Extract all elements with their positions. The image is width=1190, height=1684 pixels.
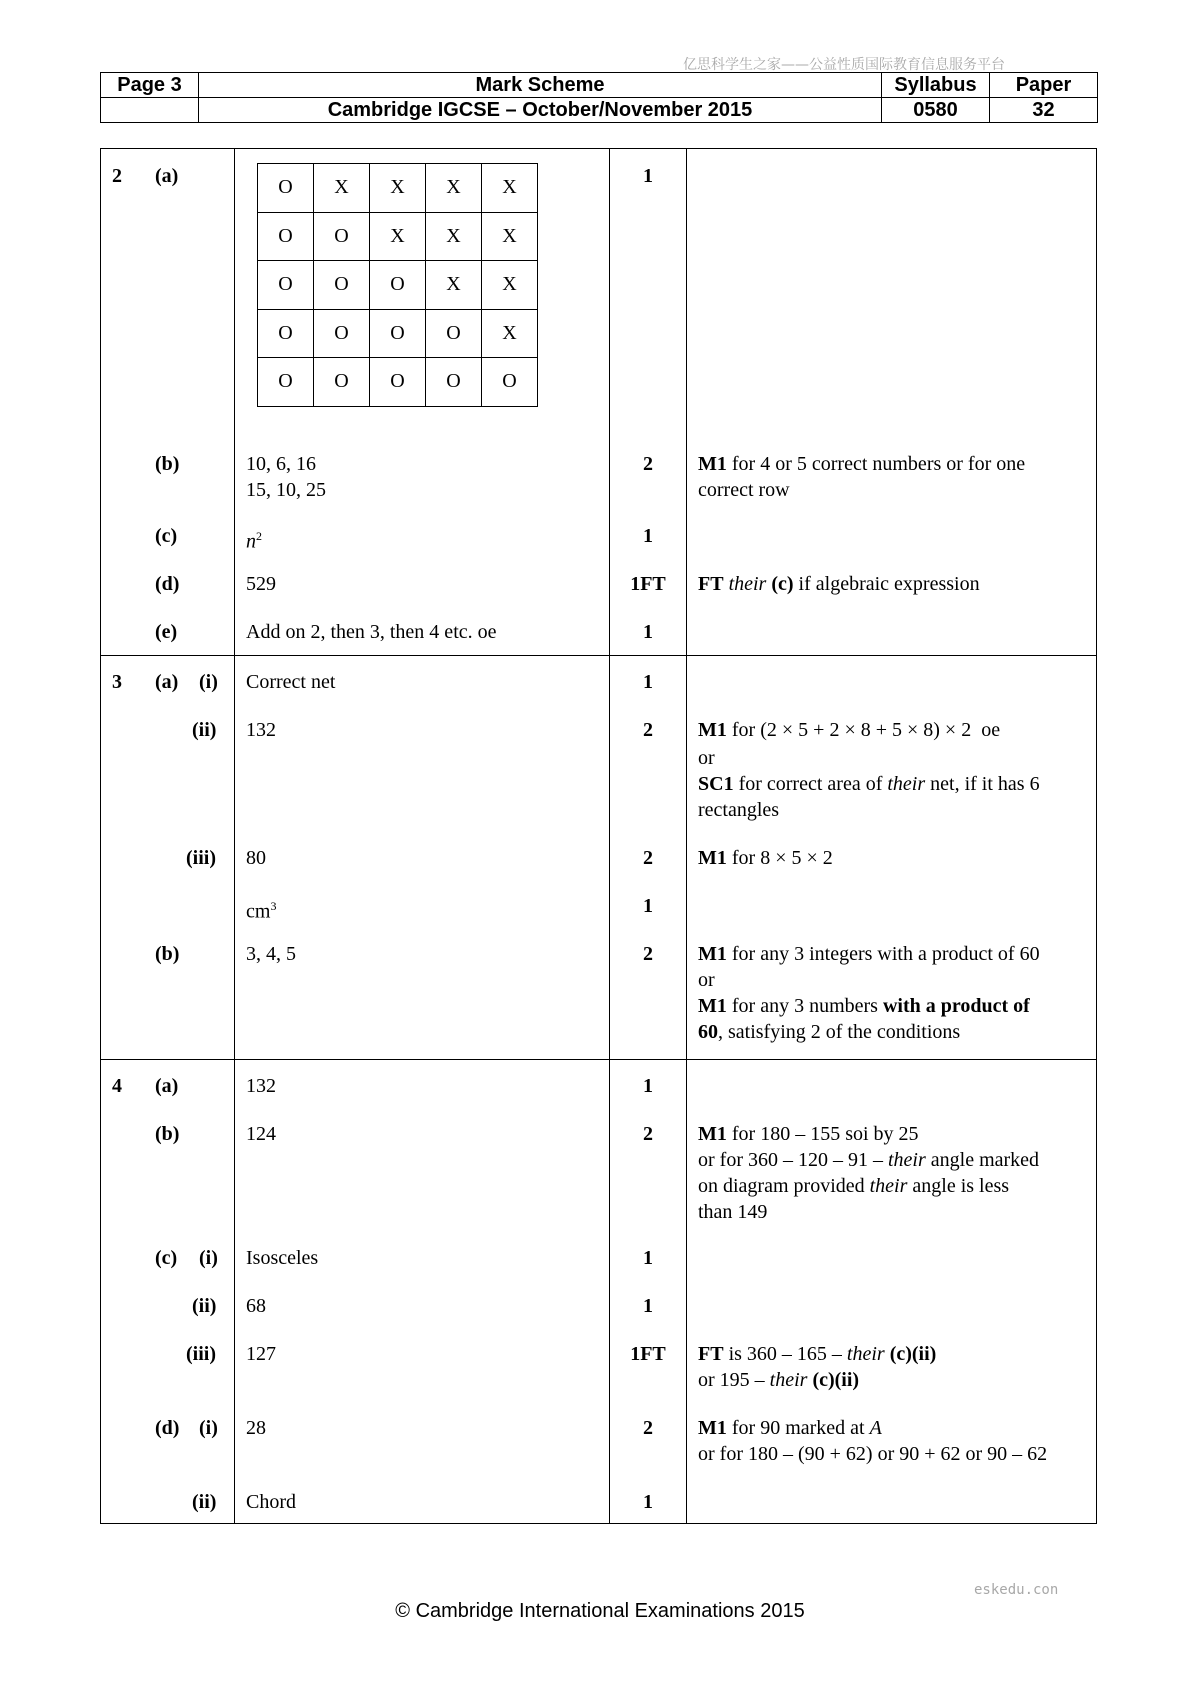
guidance: or for 360 – 120 – 91 – their angle marked: [698, 1149, 1040, 1171]
answer: 28: [246, 1417, 266, 1439]
part-label: (d): [155, 1417, 180, 1439]
grid-cell: X: [370, 212, 426, 261]
grid-cell: O: [258, 261, 314, 310]
part-label: (b): [155, 453, 180, 475]
answer-variable: n: [246, 530, 256, 553]
answer: 132: [246, 1075, 276, 1097]
guidance-code: M1: [698, 453, 727, 475]
guidance: FT is 360 – 165 – their (c)(ii): [698, 1343, 937, 1365]
syllabus-label: Syllabus: [882, 73, 990, 98]
guidance: or: [698, 747, 715, 769]
grid-cell: O: [314, 212, 370, 261]
copyright-footer: © Cambridge International Examinations 2015: [395, 1600, 805, 1622]
document-subtitle: Cambridge IGCSE – October/November 2015: [199, 98, 882, 123]
grid-cell: O: [258, 164, 314, 213]
mark: 1FT: [630, 573, 666, 595]
grid-row: [258, 358, 538, 407]
mark: 1: [643, 525, 653, 547]
pattern-grid: [257, 163, 538, 407]
grid-cell: O: [426, 358, 482, 407]
grid-cell: X: [314, 164, 370, 213]
guidance: M1 for any 3 integers with a product of 60: [698, 943, 1040, 965]
watermark-bottom: eskedu.con: [974, 1582, 1059, 1598]
subpart-label: (ii): [192, 719, 217, 741]
grid-cell: O: [258, 212, 314, 261]
syllabus-value: 0580: [882, 98, 990, 123]
guidance: or: [698, 969, 715, 991]
part-label: (b): [155, 943, 180, 965]
guidance: on diagram provided their angle is less: [698, 1175, 1010, 1197]
grid-cell: X: [426, 164, 482, 213]
grid-cell: O: [370, 309, 426, 358]
answer-exponent: 2: [256, 529, 262, 543]
document-title: Mark Scheme: [199, 73, 882, 98]
grid-row: [258, 261, 538, 310]
guidance: rectangles: [698, 799, 780, 821]
grid-cell: X: [426, 261, 482, 310]
grid-cell: X: [426, 212, 482, 261]
mark: 1: [643, 1247, 653, 1269]
subpart-label: (i): [199, 671, 218, 693]
mark: 1: [643, 1491, 653, 1513]
answer: 3, 4, 5: [246, 943, 296, 965]
mark: 1FT: [630, 1343, 666, 1365]
part-label: (a): [155, 1075, 179, 1097]
grid-cell: O: [370, 261, 426, 310]
part-label: (d): [155, 573, 180, 595]
guidance: M1 for (2 × 5 + 2 × 8 + 5 × 8) × 2 oe: [698, 719, 1001, 741]
grid-cell: O: [314, 261, 370, 310]
mark: 1: [643, 895, 653, 917]
mark: 2: [643, 1123, 653, 1145]
answer-unit: $cm^3$: [246, 899, 277, 923]
answer: 15, 10, 25: [246, 479, 326, 501]
answer: 68: [246, 1295, 266, 1317]
grid-cell: O: [314, 358, 370, 407]
subpart-label: (ii): [192, 1491, 217, 1513]
subpart-label: (i): [199, 1247, 218, 1269]
grid-row: [258, 212, 538, 261]
paper-value: 32: [990, 98, 1098, 123]
answer: 529: [246, 573, 276, 595]
part-label: (c): [155, 525, 178, 547]
mark: 1: [643, 671, 653, 693]
grid-cell: O: [426, 309, 482, 358]
grid-cell: O: [314, 309, 370, 358]
part-label: (e): [155, 621, 178, 643]
subpart-label: (i): [199, 1417, 218, 1439]
guidance: or 195 – their (c)(ii): [698, 1369, 860, 1391]
watermark-top: 亿思科学生之家——公益性质国际教育信息服务平台: [683, 57, 1005, 73]
answer: 127: [246, 1343, 276, 1365]
mark: 1: [643, 621, 653, 643]
grid-row: [258, 164, 538, 213]
guidance: M1 for 90 marked at A: [698, 1417, 882, 1439]
part-label: (c): [155, 1247, 178, 1269]
header-table: [100, 72, 1098, 123]
grid-cell: X: [370, 164, 426, 213]
question-number: 4: [112, 1075, 122, 1097]
grid-cell: O: [258, 309, 314, 358]
grid-cell: X: [482, 261, 538, 310]
part-label: (a): [155, 165, 179, 187]
guidance: or for 180 – (90 + 62) or 90 + 62 or 90 – 62: [698, 1443, 1048, 1465]
subpart-label: (iii): [186, 1343, 216, 1365]
answer: 10, 6, 16: [246, 453, 316, 475]
grid-cell: X: [482, 164, 538, 213]
grid-row: [258, 309, 538, 358]
grid-cell: X: [482, 212, 538, 261]
answer: Isosceles: [246, 1247, 319, 1269]
mark: 2: [643, 943, 653, 965]
guidance: M1 for 180 – 155 soi by 25: [698, 1123, 919, 1145]
grid-cell: O: [258, 358, 314, 407]
answer: [246, 523, 262, 555]
grid-cell: O: [482, 358, 538, 407]
header-blank: [101, 98, 199, 123]
answer: 124: [246, 1123, 276, 1145]
subpart-label: (ii): [192, 1295, 217, 1317]
mark: 2: [643, 1417, 653, 1439]
guidance: M1 for 8 × 5 × 2: [698, 847, 833, 869]
answer: Add on 2, then 3, then 4 etc. oe: [246, 621, 497, 643]
guidance: M1 for any 3 numbers with a product of: [698, 995, 1030, 1017]
mark: 1: [643, 165, 653, 187]
mark: 2: [643, 719, 653, 741]
page-number: Page 3: [101, 73, 199, 98]
mark: 2: [643, 847, 653, 869]
guidance: [698, 451, 1025, 477]
grid-cell: O: [370, 358, 426, 407]
mark: 1: [643, 1075, 653, 1097]
paper-label: Paper: [990, 73, 1098, 98]
mark-scheme-table: [100, 148, 1097, 1524]
answer: 80: [246, 847, 266, 869]
mark: 2: [643, 453, 653, 475]
guidance: 60, satisfying 2 of the conditions: [698, 1021, 961, 1043]
grid-cell: X: [482, 309, 538, 358]
answer: 132: [246, 719, 276, 741]
guidance: SC1 for correct area of their net, if it has 6: [698, 773, 1040, 795]
part-label: (a): [155, 671, 179, 693]
guidance-text: for 4 or 5 correct numbers or for one: [726, 453, 1026, 475]
answer: Chord: [246, 1491, 296, 1513]
guidance: FT their (c) if algebraic expression: [698, 573, 980, 595]
question-number: 3: [112, 671, 122, 693]
answer: Correct net: [246, 671, 336, 693]
part-label: (b): [155, 1123, 180, 1145]
mark: 1: [643, 1295, 653, 1317]
guidance: than 149: [698, 1201, 768, 1223]
subpart-label: (iii): [186, 847, 216, 869]
question-number: 2: [112, 165, 122, 187]
guidance: correct row: [698, 479, 790, 501]
